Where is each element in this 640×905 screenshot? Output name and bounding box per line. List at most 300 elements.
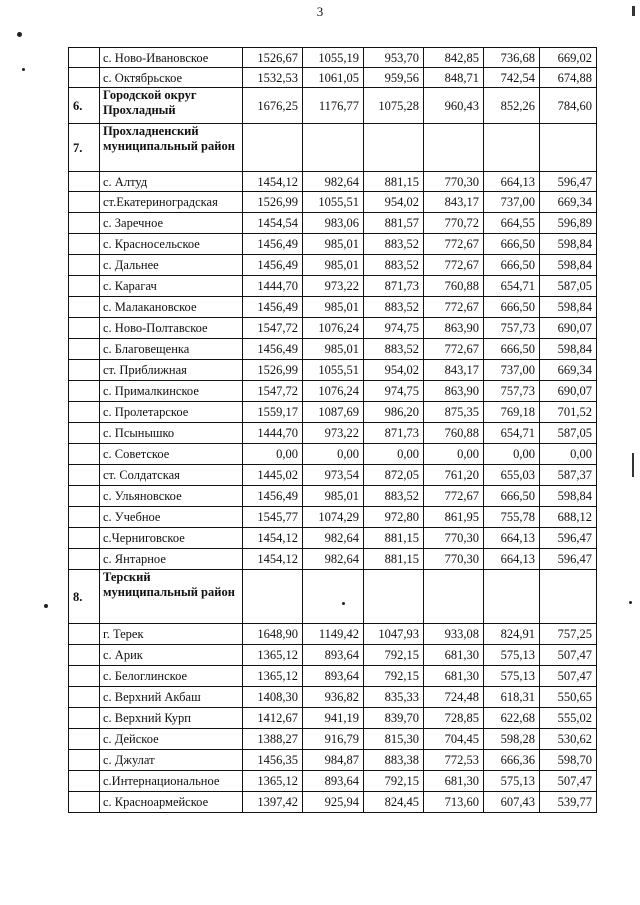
price-cell-6: 598,84 — [540, 486, 597, 507]
settlement-name: с. Джулат — [100, 750, 243, 771]
price-cell-4: 861,95 — [424, 507, 484, 528]
price-cell-3: 1075,28 — [364, 88, 424, 124]
price-cell-2: 985,01 — [303, 255, 364, 276]
price-cell-4: 760,88 — [424, 276, 484, 297]
price-cell-1 — [243, 124, 303, 172]
row-number — [69, 687, 100, 708]
price-cell-5: 598,28 — [484, 729, 540, 750]
row-number — [69, 276, 100, 297]
table-row — [69, 624, 597, 645]
table-row — [69, 172, 597, 192]
row-number — [69, 234, 100, 255]
settlement-name: с. Ульяновское — [100, 486, 243, 507]
price-cell-3: 871,73 — [364, 276, 424, 297]
price-cell-1: 1545,77 — [243, 507, 303, 528]
price-cell-5 — [484, 570, 540, 624]
price-cell-2: 1149,42 — [303, 624, 364, 645]
price-cell-1: 1454,12 — [243, 528, 303, 549]
price-cell-6: 669,34 — [540, 360, 597, 381]
price-cell-1: 1365,12 — [243, 771, 303, 792]
price-cell-5: 664,13 — [484, 528, 540, 549]
settlement-name: с. Янтарное — [100, 549, 243, 570]
price-cell-2: 0,00 — [303, 444, 364, 465]
row-number — [69, 708, 100, 729]
price-cell-4: 724,48 — [424, 687, 484, 708]
price-cell-6: 555,02 — [540, 708, 597, 729]
table-row — [69, 360, 597, 381]
table-row — [69, 318, 597, 339]
price-cell-4: 933,08 — [424, 624, 484, 645]
price-cell-3: 792,15 — [364, 771, 424, 792]
row-number — [69, 48, 100, 68]
price-cell-3: 871,73 — [364, 423, 424, 444]
price-cell-5: 736,68 — [484, 48, 540, 68]
price-cell-6: 669,34 — [540, 192, 597, 213]
row-number — [69, 465, 100, 486]
price-cell-1: 1365,12 — [243, 645, 303, 666]
price-cell-2: 982,64 — [303, 549, 364, 570]
price-cell-1: 1397,42 — [243, 792, 303, 813]
price-cell-2: 985,01 — [303, 297, 364, 318]
table-row — [69, 255, 597, 276]
price-cell-1: 1454,12 — [243, 549, 303, 570]
table-row — [69, 645, 597, 666]
price-cell-3: 954,02 — [364, 192, 424, 213]
table-row — [69, 792, 597, 813]
price-cell-1: 1412,67 — [243, 708, 303, 729]
price-cell-2: 985,01 — [303, 486, 364, 507]
price-cell-3: 881,15 — [364, 172, 424, 192]
price-cell-2: 1176,77 — [303, 88, 364, 124]
price-cell-2: 1055,51 — [303, 360, 364, 381]
price-cell-4: 704,45 — [424, 729, 484, 750]
price-cell-4: 770,30 — [424, 549, 484, 570]
price-cell-3: 1047,93 — [364, 624, 424, 645]
price-cell-1: 1456,49 — [243, 297, 303, 318]
price-cell-4: 772,67 — [424, 339, 484, 360]
price-cell-4: 875,35 — [424, 402, 484, 423]
price-cell-6: 596,89 — [540, 213, 597, 234]
scan-edge-mark — [632, 6, 635, 16]
price-cell-1: 1365,12 — [243, 666, 303, 687]
price-cell-6: 784,60 — [540, 88, 597, 124]
price-cell-5: 769,18 — [484, 402, 540, 423]
price-cell-5: 607,43 — [484, 792, 540, 813]
table-row — [69, 750, 597, 771]
settlement-name: с. Благовещенка — [100, 339, 243, 360]
price-cell-1: 1526,99 — [243, 360, 303, 381]
price-cell-5: 737,00 — [484, 360, 540, 381]
price-cell-2: 1061,05 — [303, 68, 364, 88]
price-cell-6: 587,37 — [540, 465, 597, 486]
price-cell-3: 974,75 — [364, 381, 424, 402]
price-cell-4 — [424, 124, 484, 172]
price-cell-2 — [303, 570, 364, 624]
row-number — [69, 771, 100, 792]
row-number — [69, 381, 100, 402]
settlement-name: с. Красноармейское — [100, 792, 243, 813]
price-cell-6: 530,62 — [540, 729, 597, 750]
price-cell-6: 587,05 — [540, 423, 597, 444]
price-cell-3: 883,52 — [364, 234, 424, 255]
table-row — [69, 444, 597, 465]
price-cell-2: 973,22 — [303, 423, 364, 444]
settlement-name: с. Прималкинское — [100, 381, 243, 402]
table-row — [69, 423, 597, 444]
price-cell-3: 883,52 — [364, 339, 424, 360]
price-cell-1: 1454,54 — [243, 213, 303, 234]
price-cell-4: 843,17 — [424, 360, 484, 381]
price-cell-5: 575,13 — [484, 666, 540, 687]
price-cell-2: 893,64 — [303, 645, 364, 666]
price-cell-6: 598,84 — [540, 297, 597, 318]
settlement-name: с. Карагач — [100, 276, 243, 297]
price-cell-1: 1526,99 — [243, 192, 303, 213]
row-number — [69, 339, 100, 360]
price-cell-1: 1445,02 — [243, 465, 303, 486]
settlement-name: ст. Солдатская — [100, 465, 243, 486]
price-cell-5: 664,13 — [484, 172, 540, 192]
row-number — [69, 402, 100, 423]
price-cell-4: 843,17 — [424, 192, 484, 213]
price-cell-2: 1076,24 — [303, 318, 364, 339]
row-number — [69, 297, 100, 318]
price-cell-5: 655,03 — [484, 465, 540, 486]
price-cell-6: 690,07 — [540, 381, 597, 402]
settlement-name: с. Алтуд — [100, 172, 243, 192]
price-cell-1: 1408,30 — [243, 687, 303, 708]
district-row — [69, 570, 597, 624]
row-number — [69, 624, 100, 645]
table-row — [69, 48, 597, 68]
price-cell-5: 664,13 — [484, 549, 540, 570]
price-cell-5: 666,50 — [484, 234, 540, 255]
table-row — [69, 192, 597, 213]
price-cell-3: 883,52 — [364, 297, 424, 318]
district-row — [69, 88, 597, 124]
row-number: 7. — [69, 124, 100, 172]
price-cell-5: 755,78 — [484, 507, 540, 528]
settlement-name: с. Октябрьское — [100, 68, 243, 88]
table-row — [69, 486, 597, 507]
table-row — [69, 276, 597, 297]
price-cell-3: 792,15 — [364, 645, 424, 666]
price-cell-1: 1456,49 — [243, 339, 303, 360]
district-name: Городской округ Прохладный — [100, 88, 243, 124]
price-cell-1: 1456,49 — [243, 255, 303, 276]
price-cell-6: 550,65 — [540, 687, 597, 708]
settlement-name: с.Интернациональное — [100, 771, 243, 792]
district-name: Терский муниципальный район — [100, 570, 243, 624]
price-cell-4: 761,20 — [424, 465, 484, 486]
price-cell-6: 507,47 — [540, 645, 597, 666]
settlement-name: с. Учебное — [100, 507, 243, 528]
row-number — [69, 549, 100, 570]
price-cell-2: 985,01 — [303, 339, 364, 360]
price-cell-1: 1444,70 — [243, 276, 303, 297]
table-row — [69, 465, 597, 486]
price-cell-2: 1055,51 — [303, 192, 364, 213]
price-cell-2: 925,94 — [303, 792, 364, 813]
price-cell-6: 669,02 — [540, 48, 597, 68]
price-cell-3: 959,56 — [364, 68, 424, 88]
table-row — [69, 381, 597, 402]
settlement-name: с. Верхний Акбаш — [100, 687, 243, 708]
price-cell-5: 666,50 — [484, 255, 540, 276]
price-cell-5: 654,71 — [484, 423, 540, 444]
row-number — [69, 68, 100, 88]
price-cell-5: 852,26 — [484, 88, 540, 124]
price-cell-6: 596,47 — [540, 549, 597, 570]
price-cell-3: 881,57 — [364, 213, 424, 234]
table-row — [69, 339, 597, 360]
price-cell-3: 953,70 — [364, 48, 424, 68]
price-cell-4: 772,67 — [424, 234, 484, 255]
table-row — [69, 666, 597, 687]
price-cell-5: 666,50 — [484, 486, 540, 507]
price-cell-1: 1456,35 — [243, 750, 303, 771]
price-cell-3: 883,52 — [364, 255, 424, 276]
row-number — [69, 729, 100, 750]
settlement-name: г. Терек — [100, 624, 243, 645]
row-number — [69, 528, 100, 549]
price-cell-3: 0,00 — [364, 444, 424, 465]
price-cell-2: 973,54 — [303, 465, 364, 486]
price-cell-4: 772,67 — [424, 486, 484, 507]
price-cell-2: 973,22 — [303, 276, 364, 297]
price-cell-5: 824,91 — [484, 624, 540, 645]
price-cell-4: 770,30 — [424, 172, 484, 192]
price-cell-1 — [243, 570, 303, 624]
row-number — [69, 645, 100, 666]
price-cell-6: 596,47 — [540, 528, 597, 549]
price-cell-1: 1559,17 — [243, 402, 303, 423]
price-cell-3: 792,15 — [364, 666, 424, 687]
price-cell-4: 713,60 — [424, 792, 484, 813]
table-row — [69, 549, 597, 570]
row-number — [69, 192, 100, 213]
price-cell-3: 835,33 — [364, 687, 424, 708]
price-cell-2: 984,87 — [303, 750, 364, 771]
table-row — [69, 528, 597, 549]
table-row — [69, 507, 597, 528]
row-number: 6. — [69, 88, 100, 124]
price-cell-1: 1547,72 — [243, 381, 303, 402]
price-cell-3: 986,20 — [364, 402, 424, 423]
price-cell-4: 681,30 — [424, 771, 484, 792]
price-cell-2: 936,82 — [303, 687, 364, 708]
price-cell-3 — [364, 124, 424, 172]
table-row — [69, 297, 597, 318]
settlement-name: с. Малакановское — [100, 297, 243, 318]
price-cell-6: 598,70 — [540, 750, 597, 771]
row-number — [69, 255, 100, 276]
row-number — [69, 507, 100, 528]
price-cell-5: 742,54 — [484, 68, 540, 88]
price-cell-4: 760,88 — [424, 423, 484, 444]
price-cell-1: 1648,90 — [243, 624, 303, 645]
tariff-table — [68, 47, 597, 813]
price-cell-5: 0,00 — [484, 444, 540, 465]
price-cell-6 — [540, 124, 597, 172]
price-cell-4: 772,67 — [424, 255, 484, 276]
price-cell-6: 598,84 — [540, 339, 597, 360]
price-cell-4: 0,00 — [424, 444, 484, 465]
price-cell-1: 1454,12 — [243, 172, 303, 192]
table-row — [69, 402, 597, 423]
price-cell-4: 770,72 — [424, 213, 484, 234]
settlement-name: с. Верхний Курп — [100, 708, 243, 729]
settlement-name: ст.Екатериноградская — [100, 192, 243, 213]
price-cell-6: 598,84 — [540, 234, 597, 255]
price-cell-1: 1456,49 — [243, 486, 303, 507]
price-cell-2: 1055,19 — [303, 48, 364, 68]
price-cell-5: 757,73 — [484, 318, 540, 339]
settlement-name: с. Ново-Ивановское — [100, 48, 243, 68]
row-number — [69, 172, 100, 192]
price-cell-5: 575,13 — [484, 645, 540, 666]
price-cell-5: 757,73 — [484, 381, 540, 402]
price-cell-1: 1532,53 — [243, 68, 303, 88]
price-cell-5 — [484, 124, 540, 172]
price-cell-5: 575,13 — [484, 771, 540, 792]
price-cell-2 — [303, 124, 364, 172]
table-row — [69, 213, 597, 234]
price-cell-6: 539,77 — [540, 792, 597, 813]
settlement-name: с.Черниговское — [100, 528, 243, 549]
row-number — [69, 444, 100, 465]
price-cell-6: 688,12 — [540, 507, 597, 528]
price-cell-4: 681,30 — [424, 645, 484, 666]
price-cell-3: 972,80 — [364, 507, 424, 528]
settlement-name: с. Пролетарское — [100, 402, 243, 423]
price-cell-1: 1547,72 — [243, 318, 303, 339]
table-row — [69, 729, 597, 750]
price-cell-2: 982,64 — [303, 528, 364, 549]
table-row — [69, 708, 597, 729]
settlement-name: с. Советское — [100, 444, 243, 465]
page-number: 3 — [316, 4, 324, 19]
settlement-name: с. Арик — [100, 645, 243, 666]
row-number — [69, 318, 100, 339]
price-cell-3: 815,30 — [364, 729, 424, 750]
price-cell-4: 681,30 — [424, 666, 484, 687]
price-cell-3: 881,15 — [364, 528, 424, 549]
price-cell-6 — [540, 570, 597, 624]
price-cell-4: 728,85 — [424, 708, 484, 729]
settlement-name: с. Красносельское — [100, 234, 243, 255]
price-cell-2: 1074,29 — [303, 507, 364, 528]
price-cell-5: 666,36 — [484, 750, 540, 771]
price-cell-2: 941,19 — [303, 708, 364, 729]
price-cell-2: 985,01 — [303, 234, 364, 255]
price-cell-2: 983,06 — [303, 213, 364, 234]
price-cell-3: 824,45 — [364, 792, 424, 813]
price-cell-5: 737,00 — [484, 192, 540, 213]
price-cell-1: 1526,67 — [243, 48, 303, 68]
settlement-name: с. Белоглинское — [100, 666, 243, 687]
district-row — [69, 124, 597, 172]
price-cell-2: 1087,69 — [303, 402, 364, 423]
row-number — [69, 666, 100, 687]
price-cell-5: 654,71 — [484, 276, 540, 297]
price-cell-4 — [424, 570, 484, 624]
row-number — [69, 486, 100, 507]
row-number — [69, 750, 100, 771]
table-row — [69, 234, 597, 255]
price-cell-4: 863,90 — [424, 318, 484, 339]
price-cell-6: 596,47 — [540, 172, 597, 192]
district-name: Прохладненский муниципальный район — [100, 124, 243, 172]
row-number — [69, 360, 100, 381]
price-cell-3: 872,05 — [364, 465, 424, 486]
price-cell-6: 690,07 — [540, 318, 597, 339]
price-cell-4: 863,90 — [424, 381, 484, 402]
price-cell-5: 666,50 — [484, 339, 540, 360]
price-cell-4: 848,71 — [424, 68, 484, 88]
price-cell-1: 1456,49 — [243, 234, 303, 255]
price-cell-2: 982,64 — [303, 172, 364, 192]
table-row — [69, 68, 597, 88]
price-cell-3: 881,15 — [364, 549, 424, 570]
price-cell-5: 622,68 — [484, 708, 540, 729]
price-cell-6: 598,84 — [540, 255, 597, 276]
price-cell-2: 916,79 — [303, 729, 364, 750]
settlement-name: ст. Приближная — [100, 360, 243, 381]
table-row — [69, 771, 597, 792]
price-cell-3: 883,52 — [364, 486, 424, 507]
row-number — [69, 213, 100, 234]
price-cell-3 — [364, 570, 424, 624]
settlement-name: с. Ново-Полтавское — [100, 318, 243, 339]
settlement-name: с. Псынышко — [100, 423, 243, 444]
price-cell-5: 618,31 — [484, 687, 540, 708]
row-number — [69, 792, 100, 813]
price-cell-3: 839,70 — [364, 708, 424, 729]
price-cell-3: 883,38 — [364, 750, 424, 771]
settlement-name: с. Заречное — [100, 213, 243, 234]
price-cell-6: 507,47 — [540, 771, 597, 792]
price-cell-4: 772,67 — [424, 297, 484, 318]
settlement-name: с. Дейское — [100, 729, 243, 750]
price-cell-3: 954,02 — [364, 360, 424, 381]
row-number: 8. — [69, 570, 100, 624]
price-cell-2: 893,64 — [303, 666, 364, 687]
price-cell-6: 587,05 — [540, 276, 597, 297]
price-cell-6: 507,47 — [540, 666, 597, 687]
scan-edge-mark — [632, 453, 634, 477]
price-cell-6: 674,88 — [540, 68, 597, 88]
row-number — [69, 423, 100, 444]
price-cell-1: 0,00 — [243, 444, 303, 465]
price-cell-4: 960,43 — [424, 88, 484, 124]
price-cell-6: 0,00 — [540, 444, 597, 465]
price-cell-4: 842,85 — [424, 48, 484, 68]
price-cell-5: 664,55 — [484, 213, 540, 234]
price-cell-6: 757,25 — [540, 624, 597, 645]
price-cell-1: 1676,25 — [243, 88, 303, 124]
price-cell-4: 772,53 — [424, 750, 484, 771]
price-cell-2: 1076,24 — [303, 381, 364, 402]
price-cell-6: 701,52 — [540, 402, 597, 423]
price-cell-1: 1388,27 — [243, 729, 303, 750]
price-cell-5: 666,50 — [484, 297, 540, 318]
table-row — [69, 687, 597, 708]
settlement-name: с. Дальнее — [100, 255, 243, 276]
price-cell-3: 974,75 — [364, 318, 424, 339]
price-cell-2: 893,64 — [303, 771, 364, 792]
price-cell-1: 1444,70 — [243, 423, 303, 444]
